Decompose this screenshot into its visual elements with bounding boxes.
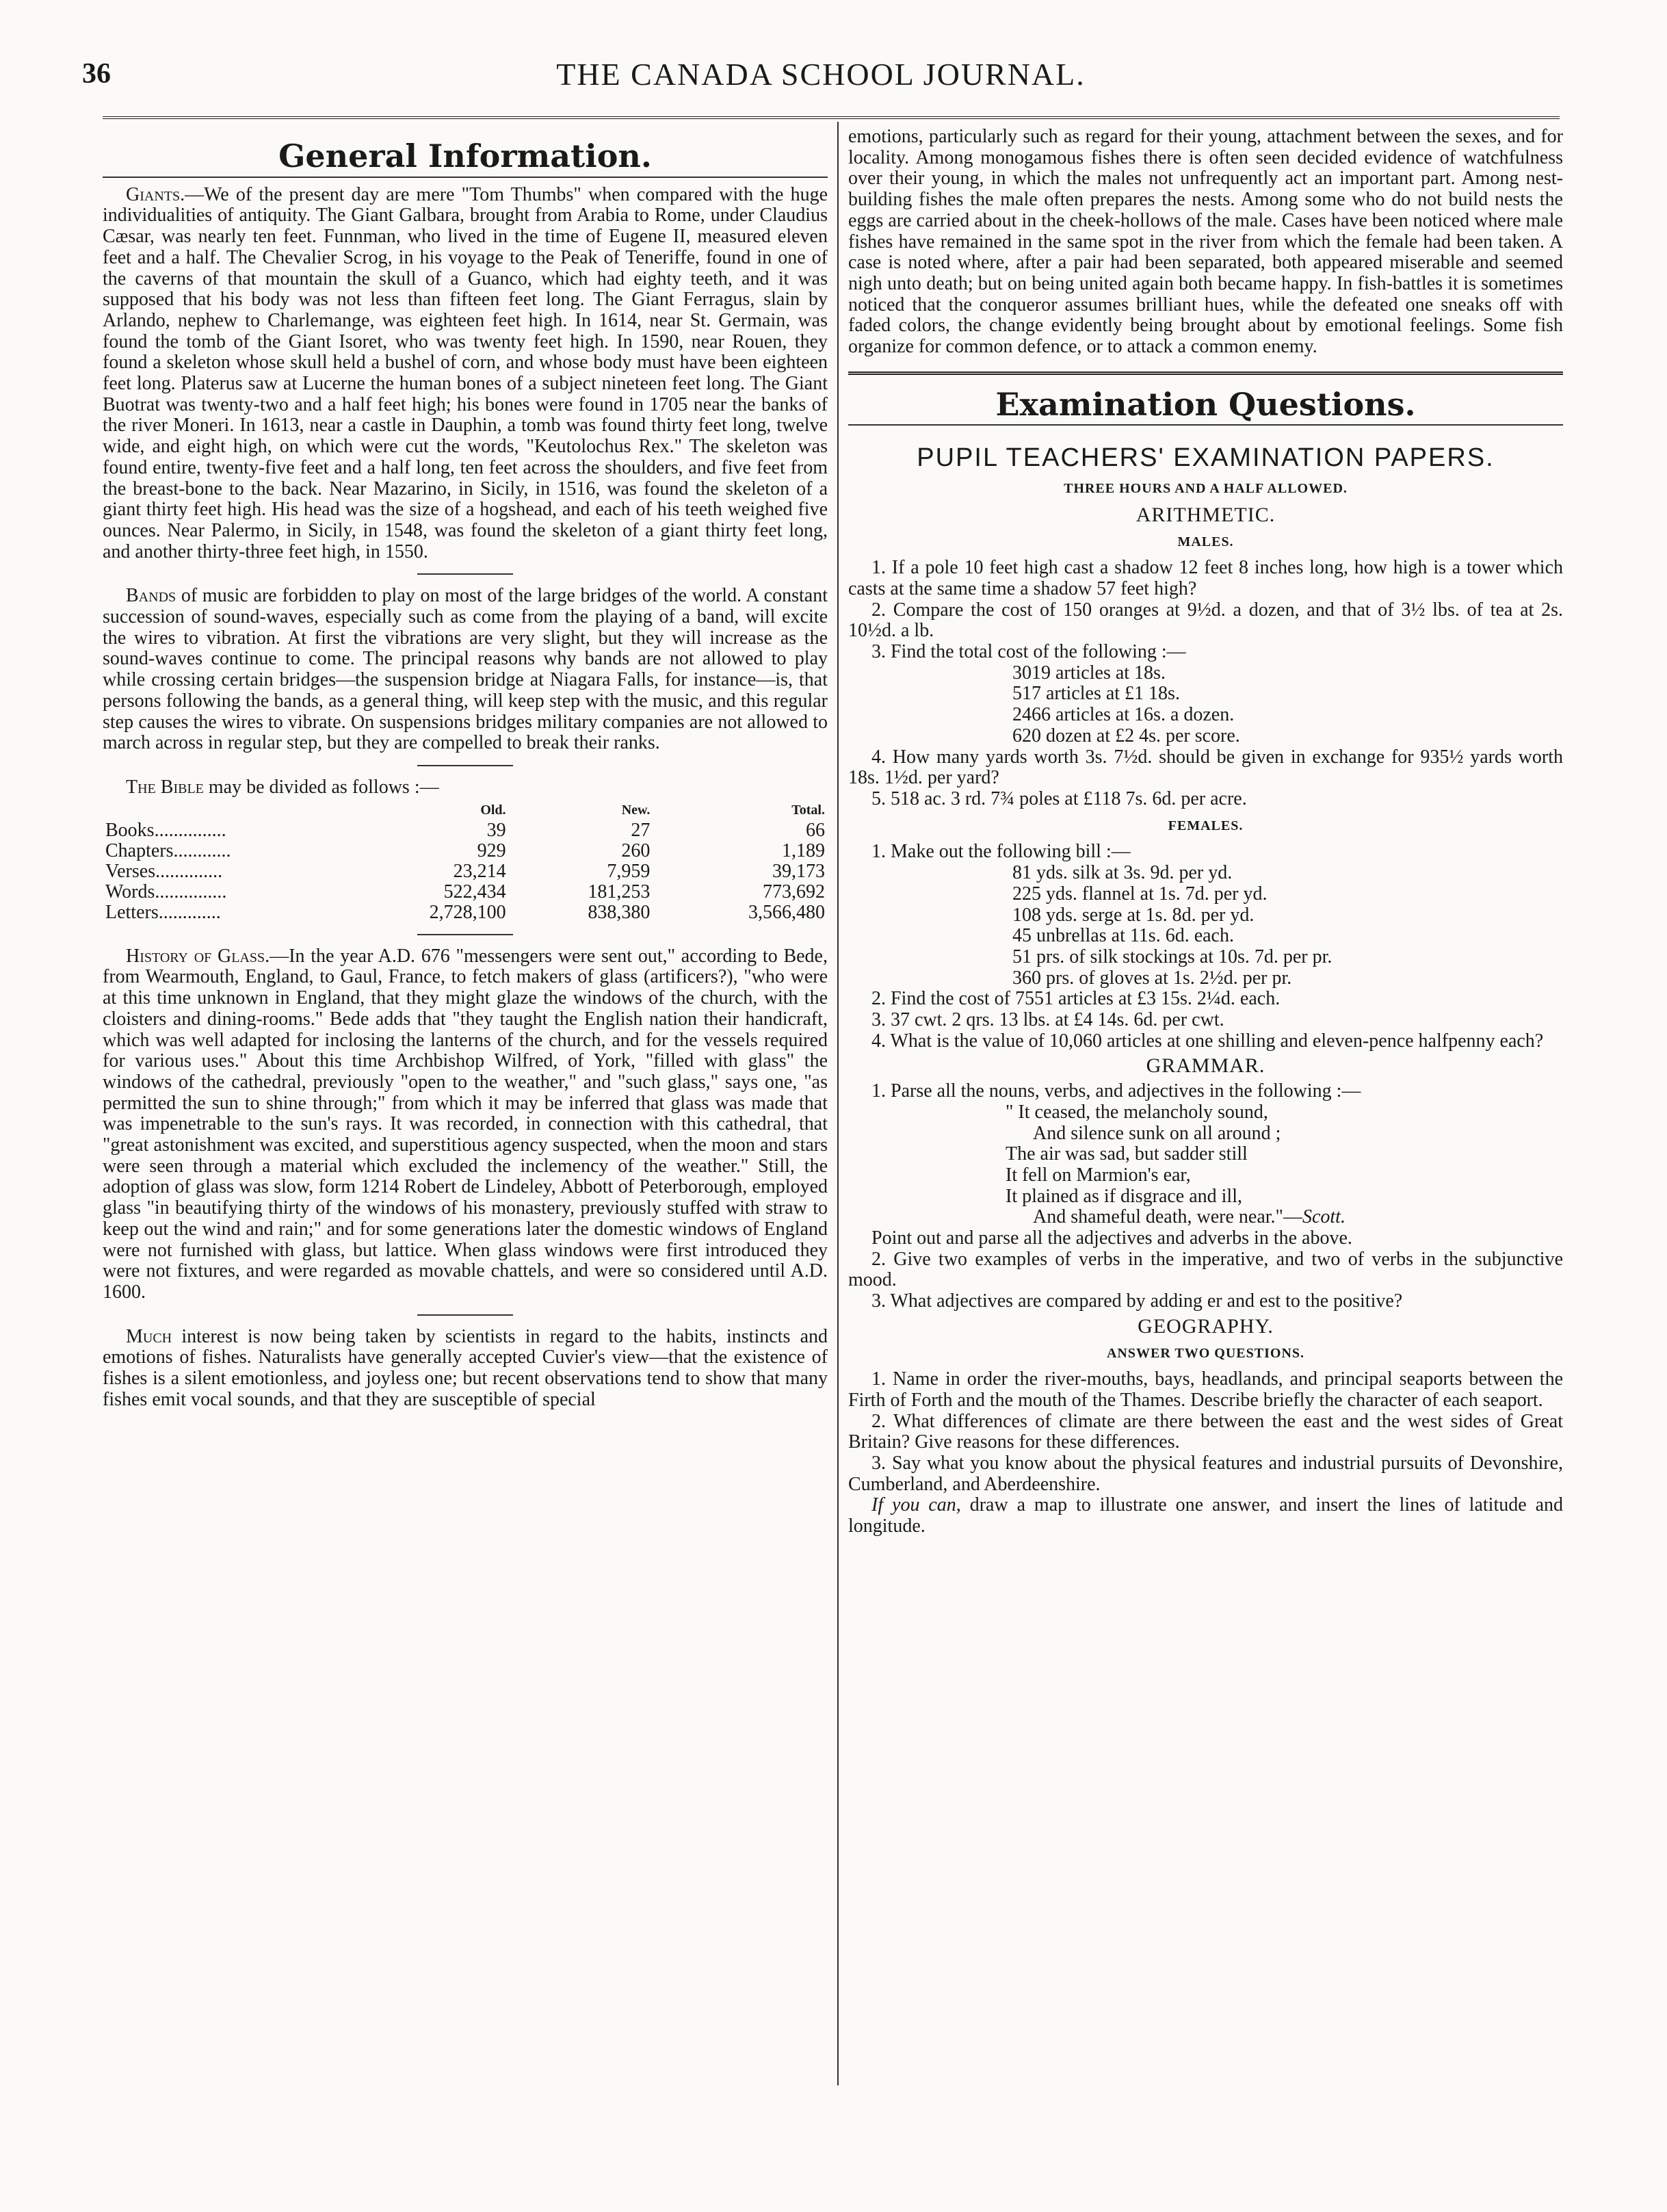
header-rule: [103, 116, 1560, 119]
verse-line: It plained as if disgrace and ill,: [1006, 1185, 1242, 1207]
question: 2. Give two examples of verbs in the imperative, and two of verbs in the subjunctive mood.: [848, 1248, 1563, 1291]
cell-new: 7,959: [607, 860, 651, 882]
verse-line: It fell on Marmion's ear,: [1006, 1164, 1191, 1186]
cell-total: 66: [806, 819, 825, 841]
bible-table: [103, 800, 828, 923]
question: 2. Compare the cost of 150 oranges at 9½d. a dozen, and that of 3½ lbs. of tea at 2s. 10½d. a lb.: [848, 599, 1563, 642]
time-allowed: THREE HOURS AND A HALF ALLOWED.: [1064, 481, 1348, 497]
table-row: [103, 902, 828, 923]
geography-instruction: ANSWER TWO QUESTIONS.: [1106, 1345, 1305, 1361]
table-row: [103, 861, 828, 882]
article-fishes: [103, 1327, 828, 1411]
row-label: Words...............: [105, 881, 227, 902]
verse-line: " It ceased, the melancholy sound,: [1006, 1101, 1268, 1123]
table-row: [103, 841, 828, 861]
subject-title-grammar: GRAMMAR.: [1146, 1054, 1265, 1078]
section-rule: [848, 372, 1563, 375]
question: 2. Find the cost of 7551 articles at £3 15s. 2¼d. each.: [871, 988, 1281, 1010]
section-title-examination-questions: Examination Questions.: [995, 385, 1416, 423]
verse-text: And shameful death, were near."—: [1033, 1206, 1302, 1228]
question: 3. 37 cwt. 2 qrs. 13 lbs. at £4 14s. 6d. per cwt.: [871, 1009, 1224, 1031]
subject-title-geography: GEOGRAPHY.: [1138, 1314, 1274, 1338]
row-label: Chapters............: [105, 840, 231, 861]
cell-old: 23,214: [453, 860, 506, 882]
article-bible-intro: [103, 777, 828, 798]
row-label: Letters.............: [105, 901, 221, 923]
question-closing: [848, 1495, 1563, 1537]
list-item: 2466 articles at 16s. a dozen.: [1012, 704, 1235, 726]
cell-new: 181,253: [588, 881, 651, 902]
cell-total: 3,566,480: [748, 901, 825, 923]
section-title-general-information: General Information.: [278, 138, 652, 174]
list-item: 620 dozen at £2 4s. per score.: [1012, 725, 1240, 746]
column-header: Old.: [480, 802, 506, 818]
row-label: Books...............: [105, 819, 226, 841]
journal-title: THE CANADA SCHOOL JOURNAL.: [556, 57, 1086, 92]
column-header: New.: [621, 802, 651, 818]
article-separator: [417, 1314, 513, 1316]
article-fishes-continued: emotions, particularly such as regard for their young, attachment between the sexes, and for locality. Among monogamous fishes there is often seen decided evidence of watchfulness over their young, in which the males not unfrequently act an important part. Among nest-building fishes the male often prepares the nests. Among some who do not build nests the eggs are carried about in the cheek-hollows of the male. Cases have been noticed where male fishes have remained in the same spot in the river from which the female had been taken. A case is noted where, after a pair had been separated, both appeared miserable and seemed nigh unto death; but on being united again both became happy. In fish-battles it is sometimes noticed that the conqueror assumes brilliant hues, while the defeated one sneaks off with faded colors, the change evidently being brought about by emotional feelings. Some fish organize for common defence, or to attack a common enemy.: [848, 126, 1563, 358]
question: 1. Name in order the river-mouths, bays, headlands, and principal seaports between the Firth of Forth and the mouth of the Thames. Describe briefly the character of each seaport.: [848, 1368, 1563, 1411]
article-bands: [103, 586, 828, 754]
article-separator: [417, 765, 513, 766]
list-item: 517 articles at £1 18s.: [1012, 683, 1180, 705]
cell-old: 2,728,100: [429, 901, 506, 923]
list-item: 360 prs. of gloves at 1s. 2½d. per pr.: [1012, 967, 1292, 989]
column-divider: [837, 122, 839, 2085]
right-column: [848, 127, 1563, 1537]
verse-author: Scott.: [1302, 1206, 1346, 1228]
question: 1. Make out the following bill :—: [871, 841, 1131, 863]
article-text: of music are forbidden to play on most of the large bridges of the world. A constant succession of sound-waves, especially such as come from the playing of a band, will excite the wires to vibration. At first the vibrations are very slight, but they will increase as the sound-waves continue to come. The principal reasons why bands are not allowed to play while crossing certain bridges—the suspension bridge at Niagara Falls, for instance—is, that persons following the bands, as a general thing, will keep step with the music, and this regular step causes the wires to vibrate. On suspensions bridges military companies are not allowed to march across in regular step, but they are compelled to break their ranks.: [103, 585, 828, 754]
article-lead: The Bible: [126, 776, 204, 798]
article-text: —We of the present day are mere "Tom Thumbs" when compared with the huge individualities of antiquity. The Giant Galbara, brought from Arabia to Rome, under Claudius Cæsar, was nearly ten feet. Funnman, who lived in the time of Eugene II, measured eleven feet and a half. The Chevalier Scrog, in his voyage to the Peak of Teneriffe, found in one of the caverns of that mountain the skull of a Guanco, which had eighty teeth, and it was supposed that his body was not less than fifteen feet long. The Giant Ferragus, slain by Arlando, nephew to Charlemange, was eighteen feet high. In 1614, near St. Germain, was found the tomb of the Giant Isoret, who was twenty feet high. In 1590, near Rouen, they found a skeleton whose skull held a bushel of corn, and whose body must have been eighteen feet long. Platerus saw at Lucerne the human bones of a subject nineteen feet long. The Giant Buotrat was twenty-two and a half feet high; his bones were found in 1705 near the banks of the river Moneri. In 1613, near a castle in Dauphin, a tomb was found thirty feet long, twelve wide, and eight high, on which were cut the words, "Keutolochus Rex." The skeleton was found entire, twenty-five feet and a half long, ten feet across the shoulders, and five feet from the breast-bone to the back. Near Mazarino, in Sicily, in 1516, was found the skeleton of a giant thirty feet high. His head was the size of a hogshead, and each of his teeth weighed five ounces. Near Palermo, in Sicily, in 1548, was found the skeleton of a giant thirty feet long, and another thirty-three feet high, in 1550.: [103, 183, 828, 562]
list-item: 51 prs. of silk stockings at 10s. 7d. per pr.: [1012, 946, 1333, 967]
page-number: 36: [82, 58, 111, 90]
article-separator: [417, 934, 513, 935]
verse-line: And silence sunk on all around ;: [1033, 1122, 1281, 1144]
section-rule: [848, 424, 1563, 426]
column-header: Total.: [791, 802, 825, 818]
list-item: 45 unbrellas at 11s. 6d. each.: [1012, 925, 1234, 947]
males-label: MALES.: [1177, 534, 1234, 549]
table-header-row: [103, 800, 828, 820]
question: Point out and parse all the adjectives and adverbs in the above.: [871, 1227, 1352, 1249]
verse-line-last: [848, 1207, 1563, 1228]
table-row: [103, 882, 828, 902]
question: 3. Find the total cost of the following :—: [871, 641, 1186, 663]
article-text: may be divided as follows :—: [203, 776, 439, 798]
question: 1. If a pole 10 feet high cast a shadow 12 feet 8 inches long, how high is a tower which casts at the same time a shadow 57 feet high?: [848, 557, 1563, 599]
subject-title-arithmetic: ARITHMETIC.: [1136, 503, 1276, 526]
table-row: [103, 820, 828, 841]
row-label: Verses..............: [105, 860, 223, 882]
cell-new: 838,380: [588, 901, 651, 923]
verse-line: The air was sad, but sadder still: [1006, 1143, 1248, 1165]
question: 3. Say what you know about the physical features and industrial pursuits of Devonshire, Cumberland, and Aberdeenshire.: [848, 1453, 1563, 1495]
article-lead: History of Glass.: [126, 945, 270, 967]
question: 5. 518 ac. 3 rd. 7¾ poles at £118 7s. 6d. per acre.: [871, 788, 1247, 809]
list-item: 81 yds. silk at 3s. 9d. per yd.: [1012, 862, 1233, 884]
cell-total: 773,692: [763, 881, 825, 902]
question: 1. Parse all the nouns, verbs, and adjectives in the following :—: [871, 1080, 1361, 1102]
left-column: [103, 127, 828, 1410]
article-lead: Much: [126, 1325, 172, 1347]
closing-italic: If you can,: [871, 1494, 961, 1516]
question: 2. What differences of climate are there between the east and the west sides of Great Britain? Give reasons for these differences.: [848, 1410, 1563, 1453]
list-item: 3019 articles at 18s.: [1012, 662, 1166, 684]
article-lead: Giants.: [126, 183, 185, 205]
page-header: [82, 53, 1560, 101]
section-rule: [103, 177, 828, 178]
question: 4. What is the value of 10,060 articles at one shilling and eleven-pence halfpenny each?: [871, 1030, 1544, 1052]
article-giants: [103, 185, 828, 563]
cell-old: 929: [477, 840, 506, 861]
females-label: FEMALES.: [1168, 818, 1244, 833]
cell-new: 260: [621, 840, 651, 861]
closing-text: draw a map to illustrate one answer, and insert the lines of latitude and longitude.: [848, 1494, 1563, 1537]
article-text: interest is now being taken by scientists in regard to the habits, instincts and emotions of fishes. Naturalists have generally accepted Cuvier's view—that the existence of fishes is a silent emotionless, and joyless one; but recent observations tend to show that many fishes emit vocal sounds, and that they are susceptible of special: [103, 1325, 828, 1410]
paper-title: PUPIL TEACHERS' EXAMINATION PAPERS.: [917, 443, 1495, 473]
article-separator: [417, 573, 513, 575]
article-lead: Bands: [126, 585, 176, 607]
list-item: 108 yds. serge at 1s. 8d. per yd.: [1012, 904, 1255, 926]
cell-old: 522,434: [443, 881, 506, 902]
list-item: 225 yds. flannel at 1s. 7d. per yd.: [1012, 883, 1268, 905]
article-history-of-glass: [103, 946, 828, 1303]
cell-old: 39: [486, 819, 506, 841]
question: 4. How many yards worth 3s. 7½d. should be given in exchange for 935½ yards worth 18s. 1½d. per yard?: [848, 746, 1563, 789]
article-text: —In the year A.D. 676 "messengers were sent out," according to Bede, from Wearmouth, England, to Gaul, France, to fetch makers of glass (artificers?), "who were at this time unknown in England, that they might glaze the windows of the church, with the cloisters and dining-rooms." Bede adds that "they taught the English nation their handicraft, which was well adapted for inclosing the lanterns of the church, and for the vessels required for various uses." About this time Archbishop Wilfred, of York, "filled with glass" the windows of the cathedral, previously "open to the weather," and "such glass," says one, "as permitted the sun to shine through;" from which it may be inferred that glass was made that was impenetrable to the sun's rays. It was recorded, in connection with this cathedral, that "great astonishment was excited, and superstitious agency suspected, when the moon and stars were seen through a material which excluded the inclemency of the weather." Still, the adoption of glass was slow, form 1214 Robert de Lindeley, Abbott of Peterborough, employed glass "in beautifying thirty of the windows of his monastery, previously stuffed with straw to keep out the wind and rain;" and for some generations later the domestic windows of England were not furnished with glass, but lattice. When glass windows were first introduced they were not fixtures, and were regarded as movable chattels, and were so considered until A.D. 1600.: [103, 945, 828, 1303]
question: 3. What adjectives are compared by adding er and est to the positive?: [871, 1290, 1403, 1312]
cell-total: 1,189: [782, 840, 825, 861]
cell-total: 39,173: [772, 860, 825, 882]
cell-new: 27: [631, 819, 651, 841]
